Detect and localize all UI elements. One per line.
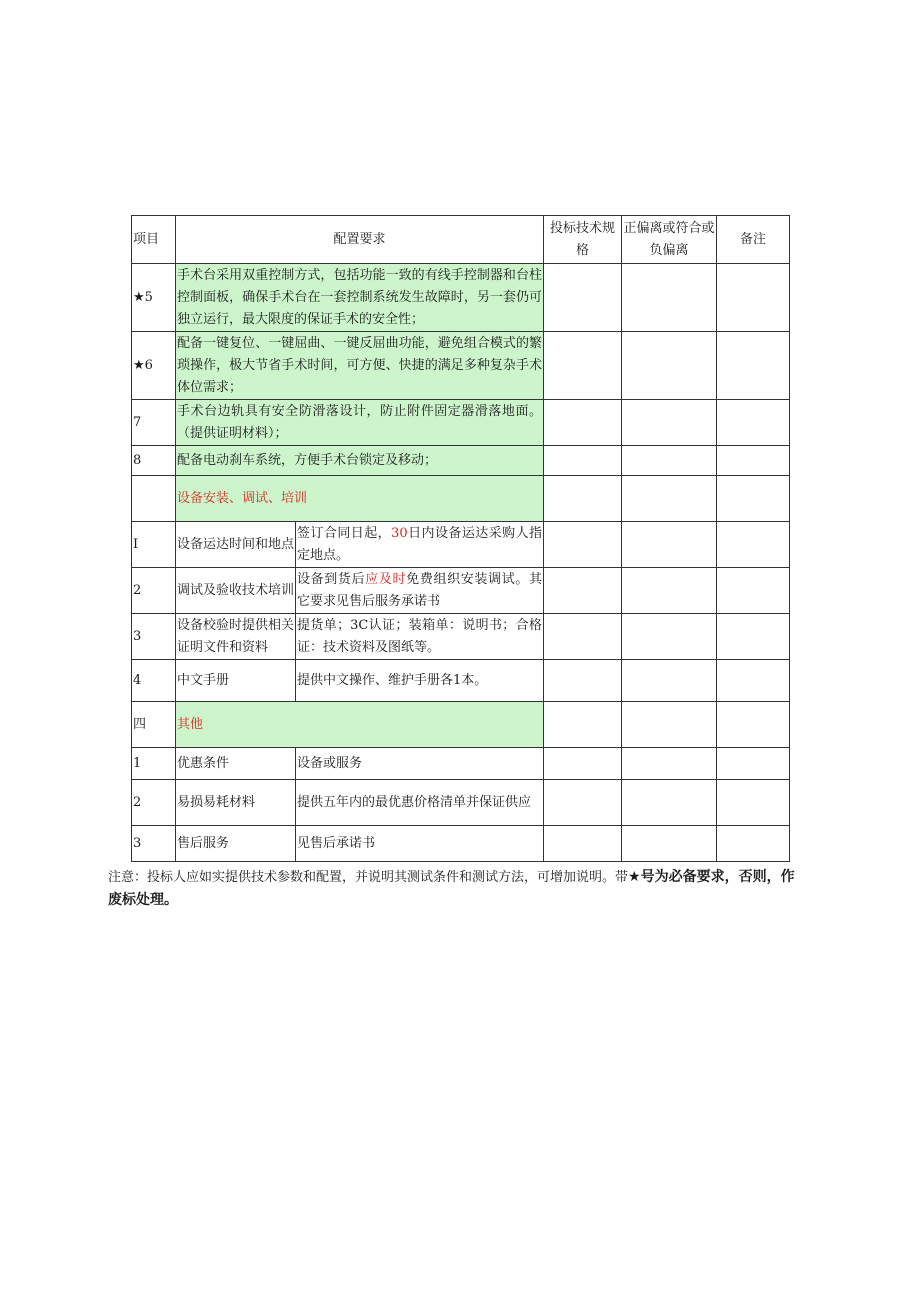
remarks-cell [717, 748, 790, 780]
text-part: 签订合同日起， [297, 525, 392, 541]
remarks-cell [717, 660, 790, 702]
row-id: 3 [132, 614, 176, 660]
remarks-cell [717, 614, 790, 660]
table-row [132, 264, 790, 332]
row-id: 1 [132, 748, 176, 780]
footnote [108, 866, 798, 912]
row-requirement: 提供中文操作、维护手册各1本。 [296, 660, 544, 702]
deviation-cell [622, 476, 717, 522]
table-row [132, 568, 790, 614]
row-id: I [132, 522, 176, 568]
row-requirement: 配备一键复位、一键屈曲、一键反屈曲功能，避免组合模式的繁琐操作，极大节省手术时间，可方便、快捷的满足多种复杂手术体位需求； [176, 332, 544, 400]
deviation-cell [622, 332, 717, 400]
bid-spec-cell [544, 748, 622, 780]
text-part: 免费组织安装调试。其它要求见售后服务承诺书 [297, 571, 542, 609]
row-id: ★5 [132, 264, 176, 332]
footnote-bold-text: ★号为必备要求，否则，作废标处理。 [108, 869, 795, 908]
remarks-cell [717, 400, 790, 446]
highlight-text: 30 [391, 525, 408, 541]
header-remarks: 备注 [717, 216, 790, 264]
remarks-cell [717, 780, 790, 826]
remarks-cell [717, 826, 790, 862]
text-part: 设备到货后 [297, 571, 366, 587]
row-name: 设备运达时间和地点 [176, 522, 296, 568]
row-requirement [296, 568, 544, 614]
deviation-cell [622, 702, 717, 748]
row-name: 易损易耗材料 [176, 780, 296, 826]
remarks-cell [717, 446, 790, 476]
section-row-install [132, 476, 790, 522]
bid-spec-cell [544, 780, 622, 826]
bid-spec-cell [544, 660, 622, 702]
text-part: 日内设备运达采购人指定地点。 [297, 525, 543, 563]
deviation-cell [622, 568, 717, 614]
table-row [132, 826, 790, 862]
row-requirement: 配备电动刹车系统，方便手术台锁定及移动； [176, 446, 544, 476]
bid-spec-cell [544, 522, 622, 568]
remarks-cell [717, 522, 790, 568]
deviation-cell [622, 400, 717, 446]
deviation-cell [622, 264, 717, 332]
row-name: 设备校验时提供相关证明文件和资料 [176, 614, 296, 660]
deviation-cell [622, 614, 717, 660]
row-name: 优惠条件 [176, 748, 296, 780]
highlight-text: 应及时 [365, 571, 407, 587]
row-requirement: 手术台采用双重控制方式，包括功能一致的有线手控制器和台柱控制面板，确保手术台在一套控制系统发生故障时，另一套仍可独立运行，最大限度的保证手术的安全性； [176, 264, 544, 332]
table-row [132, 332, 790, 400]
row-id: 7 [132, 400, 176, 446]
row-id: ★6 [132, 332, 176, 400]
header-deviation: 正偏离或符合或负偏离 [622, 216, 717, 264]
section-title-install: 设备安装、调试、培训 [176, 476, 544, 522]
row-id: 四 [132, 702, 176, 748]
header-bid-spec: 投标技术规格 [544, 216, 622, 264]
remarks-cell [717, 702, 790, 748]
bid-spec-cell [544, 568, 622, 614]
header-item: 项目 [132, 216, 176, 264]
bid-spec-cell [544, 826, 622, 862]
table-row [132, 748, 790, 780]
remarks-cell [717, 332, 790, 400]
deviation-cell [622, 522, 717, 568]
table-row [132, 522, 790, 568]
table-row [132, 660, 790, 702]
remarks-cell [717, 568, 790, 614]
row-name: 调试及验收技术培训 [176, 568, 296, 614]
row-id: 4 [132, 660, 176, 702]
row-requirement: 见售后承诺书 [296, 826, 544, 862]
row-id [132, 476, 176, 522]
table-row [132, 446, 790, 476]
bid-spec-cell [544, 332, 622, 400]
remarks-cell [717, 264, 790, 332]
section-row-other [132, 702, 790, 748]
bid-spec-cell [544, 702, 622, 748]
bid-spec-cell [544, 264, 622, 332]
row-requirement: 提供五年内的最优惠价格清单并保证供应 [296, 780, 544, 826]
bid-spec-cell [544, 400, 622, 446]
table-row [132, 614, 790, 660]
bid-spec-cell [544, 614, 622, 660]
row-name: 中文手册 [176, 660, 296, 702]
row-id: 2 [132, 568, 176, 614]
row-id: 3 [132, 826, 176, 862]
row-id: 2 [132, 780, 176, 826]
row-requirement: 手术台边轨具有安全防滑落设计，防止附件固定器滑落地面。（提供证明材料）； [176, 400, 544, 446]
row-requirement [296, 522, 544, 568]
deviation-cell [622, 780, 717, 826]
deviation-cell [622, 446, 717, 476]
deviation-cell [622, 826, 717, 862]
bid-spec-cell [544, 446, 622, 476]
remarks-cell [717, 476, 790, 522]
section-title-other: 其他 [176, 702, 544, 748]
footnote-text: 注意：投标人应如实提供技术参数和配置，并说明其测试条件和测试方法，可增加说明。带 [108, 870, 629, 885]
bid-spec-cell [544, 476, 622, 522]
row-requirement: 设备或服务 [296, 748, 544, 780]
deviation-cell [622, 660, 717, 702]
table-row [132, 780, 790, 826]
row-id: 8 [132, 446, 176, 476]
deviation-cell [622, 748, 717, 780]
table-row [132, 400, 790, 446]
row-requirement: 提货单；3C认证；装箱单：说明书；合格证：技术资料及图纸等。 [296, 614, 544, 660]
row-name: 售后服务 [176, 826, 296, 862]
header-requirement: 配置要求 [176, 216, 544, 264]
spec-table [131, 215, 790, 862]
table-header-row [132, 216, 790, 264]
